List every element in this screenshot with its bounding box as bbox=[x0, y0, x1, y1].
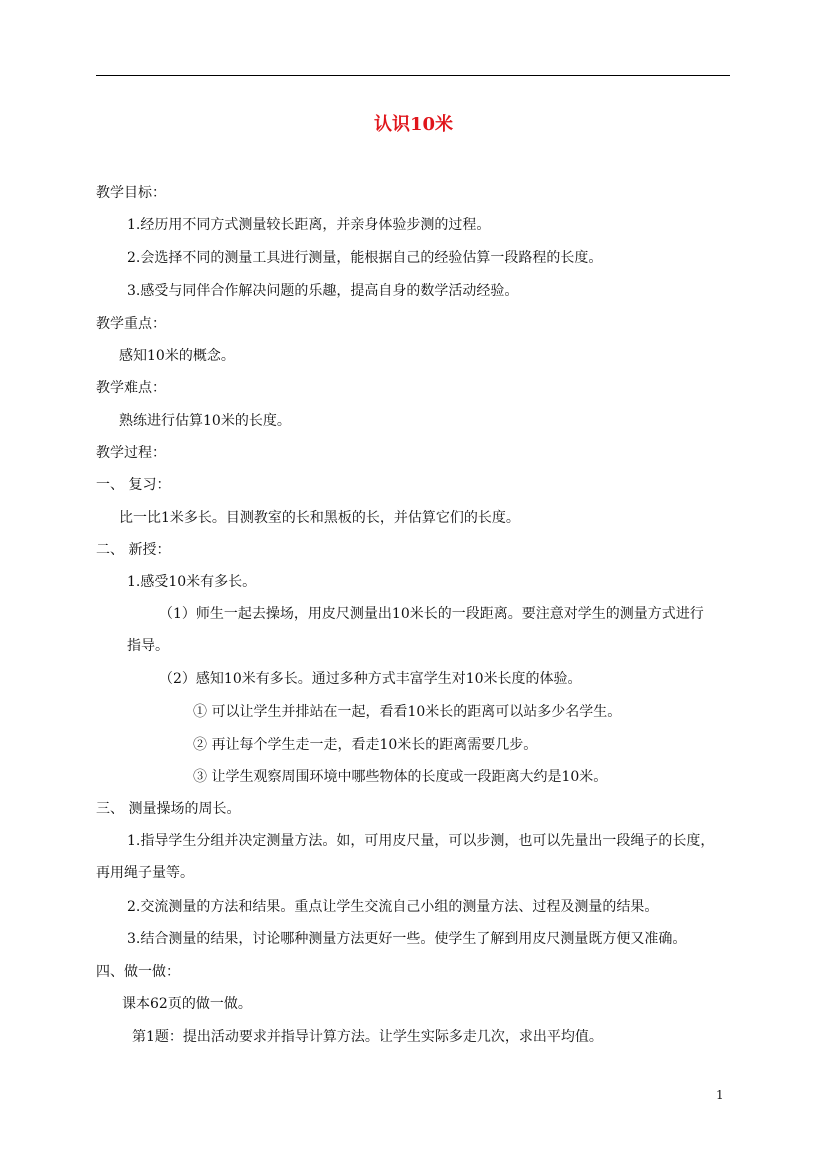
section-review: 一、 复习： bbox=[96, 477, 171, 493]
heading-objectives: 教学目标： bbox=[96, 185, 166, 201]
objective-1: 1.经历用不同方式测量较长距离，并亲身体验步测的过程。 bbox=[127, 217, 491, 233]
heading-difficulties: 教学难点： bbox=[96, 380, 166, 396]
activity-1: ① 可以让学生并排站在一起，看看10米长的距离可以站多少名学生。 bbox=[193, 704, 622, 720]
key-point-text: 感知10米的概念。 bbox=[119, 348, 235, 364]
practice-text: 课本62页的做一做。 bbox=[122, 996, 252, 1012]
section-practice: 四、做一做： bbox=[96, 964, 180, 980]
heading-key-points: 教学重点： bbox=[96, 316, 166, 332]
heading-process: 教学过程： bbox=[96, 445, 166, 461]
practice-question-1: 第1题：提出活动要求并指导计算方法。让学生实际多走几次，求出平均值。 bbox=[132, 1029, 603, 1045]
measure-item-1-cont: 再用绳子量等。 bbox=[96, 865, 194, 881]
activity-2: ② 再让每个学生走一走，看走10米长的距离需要几步。 bbox=[193, 737, 538, 753]
measure-item-3: 3.结合测量的结果，讨论哪种测量方法更好一些。使学生了解到用皮尺测量既方便又准确。 bbox=[127, 931, 687, 947]
section-measure: 三、 测量操场的周长。 bbox=[96, 801, 241, 817]
measure-item-2: 2.交流测量的方法和结果。重点让学生交流自己小组的测量方法、过程及测量的结果。 bbox=[127, 899, 659, 915]
new-item-1-sub-2: （2）感知10米有多长。通过多种方式丰富学生对10米长度的体验。 bbox=[159, 671, 582, 687]
section-new: 二、 新授： bbox=[96, 542, 171, 558]
new-item-1-sub-1: （1）师生一起去操场，用皮尺测量出10米长的一段距离。要注意对学生的测量方式进行 bbox=[159, 606, 704, 622]
new-item-1: 1.感受10米有多长。 bbox=[127, 574, 257, 590]
difficulty-text: 熟练进行估算10米的长度。 bbox=[119, 413, 291, 429]
objective-2: 2.会选择不同的测量工具进行测量，能根据自己的经验估算一段路程的长度。 bbox=[127, 250, 603, 266]
objective-3: 3.感受与同伴合作解决问题的乐趣，提高自身的数学活动经验。 bbox=[127, 283, 519, 299]
page-title: 认识10米 bbox=[373, 114, 454, 135]
review-text: 比一比1米多长。目测教室的长和黑板的长，并估算它们的长度。 bbox=[119, 510, 520, 526]
measure-item-1: 1.指导学生分组并决定测量方法。如，可用皮尺量，可以步测，也可以先量出一段绳子的长度， bbox=[127, 833, 715, 849]
activity-3: ③ 让学生观察周围环境中哪些物体的长度或一段距离大约是10米。 bbox=[193, 769, 608, 785]
new-item-1-sub-1-cont: 指导。 bbox=[127, 638, 169, 654]
page-number: 1 bbox=[716, 1088, 724, 1102]
header-rule bbox=[96, 75, 730, 76]
